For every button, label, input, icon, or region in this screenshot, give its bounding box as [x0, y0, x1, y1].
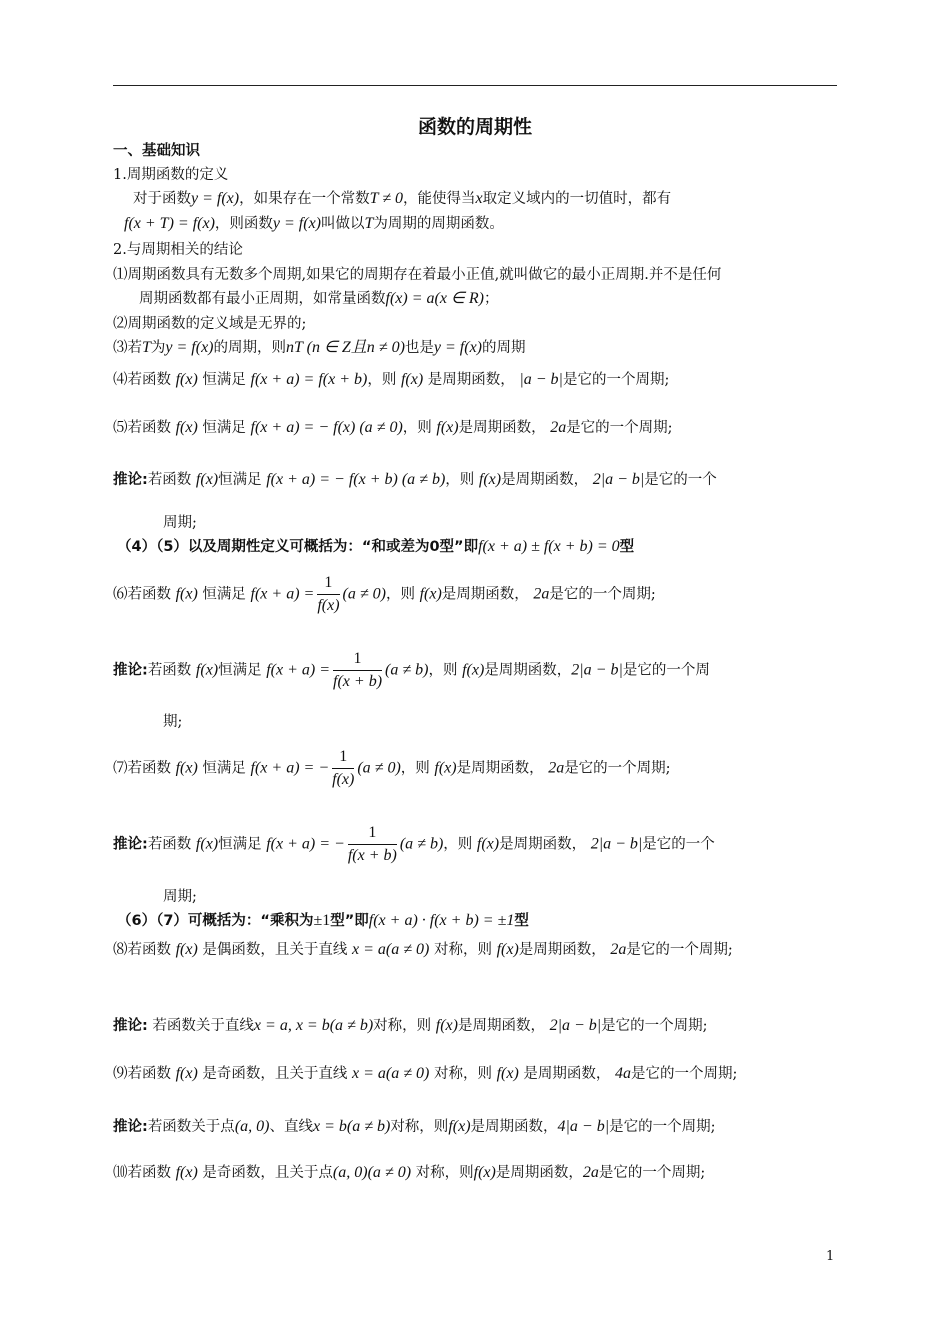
def-line-1: 对于函数y = f(x)，如果存在一个常数T ≠ 0，能使得当x取定义域内的一切值时，都有: [133, 190, 672, 207]
conclusion-7: ⑺若函数 f(x) 恒满足 f(x + a) = − $\frac{1}{f(x)}$ (a ≠ 0)，则 f(x)是周期函数， 2a是它的一个周期;: [113, 746, 671, 791]
corollary-4: 推论: 若函数关于直线x = a, x = b(a ≠ b)对称，则 f(x)是周期函数， 2|a − b|是它的一个周期;: [113, 1017, 708, 1034]
corollary-3-cont: 周期;: [163, 889, 197, 905]
conclusion-5: ⑸若函数 f(x) 恒满足 f(x + a) = − f(x) (a ≠ 0)，则 f(x)是周期函数， 2a是它的一个周期;: [113, 419, 673, 436]
page-number: 1: [826, 1249, 835, 1264]
conclusion-2: ⑵周期函数的定义域是无界的;: [113, 316, 307, 332]
fraction: $\frac{1}{f(x + b)}$: [333, 650, 383, 690]
conclusion-10: ⑽若函数 f(x) 是奇函数，且关于点(a, 0)(a ≠ 0) 对称，则f(x)是周期函数，2a是它的一个周期;: [113, 1164, 706, 1181]
summary-1: （4）（5）以及周期性定义可概括为：“和或差为0型”即f(x + a) ± f(x + b) = 0型: [117, 538, 635, 555]
conclusion-6: ⑹若函数 f(x) 恒满足 f(x + a) = $\frac{1}{f(x)}$ (a ≠ 0)，则 f(x)是周期函数， 2a是它的一个周期;: [113, 572, 656, 617]
fraction: $\frac{1}{f(x + b)}$: [347, 824, 397, 864]
corollary-5: 推论:若函数关于点(a, 0)、直线x = b(a ≠ b)对称，则f(x)是周期函数，4|a − b|是它的一个周期;: [113, 1118, 716, 1135]
conclusion-1-line-1: ⑴周期函数具有无数多个周期,如果它的周期存在着最小正值,就叫做它的最小正周期.并不是任何: [113, 267, 722, 283]
fraction: $\frac{1}{f(x)}$: [332, 748, 355, 788]
page-title: 函数的周期性: [417, 116, 532, 138]
top-rule: [113, 85, 837, 86]
conclusion-3: ⑶若T为y = f(x)的周期，则nT (n ∈ Z且n ≠ 0)也是y = f(x)的周期: [113, 339, 526, 356]
corollary-2: 推论:若函数 f(x)恒满足 f(x + a) = $\frac{1}{f(x + b)}$ (a ≠ b)，则 f(x)是周期函数，2|a − b|是它的一个周: [113, 648, 710, 693]
summary-2: （6）（7）可概括为：“乘积为±1型”即f(x + a) · f(x + b) = ±1型: [117, 912, 529, 929]
conclusion-heading: 2.与周期相关的结论: [113, 242, 243, 258]
def-heading: 1.周期函数的定义: [113, 167, 229, 183]
conclusion-9: ⑼若函数 f(x) 是奇函数，且关于直线 x = a(a ≠ 0) 对称，则 f(x) 是周期函数， 4a是它的一个周期;: [113, 1065, 738, 1082]
corollary-1: 推论:若函数 f(x)恒满足 f(x + a) = − f(x + b) (a ≠ b)，则 f(x)是周期函数， 2|a − b|是它的一个: [113, 471, 717, 488]
corollary-1-cont: 周期;: [163, 515, 197, 531]
conclusion-8: ⑻若函数 f(x) 是偶函数，且关于直线 x = a(a ≠ 0) 对称，则 f(x)是周期函数， 2a是它的一个周期;: [113, 941, 733, 958]
corollary-3: 推论:若函数 f(x)恒满足 f(x + a) = − $\frac{1}{f(x + b)}$ (a ≠ b)，则 f(x)是周期函数， 2|a − b|是它的一个: [113, 822, 715, 867]
conclusion-1-line-2: 周期函数都有最小正周期，如常量函数f(x) = a(x ∈ R)；: [139, 290, 499, 307]
section-heading: 一、基础知识: [113, 143, 200, 159]
corollary-2-cont: 期;: [163, 714, 183, 730]
conclusion-4: ⑷若函数 f(x) 恒满足 f(x + a) = f(x + b)，则 f(x) 是周期函数， |a − b|是它的一个周期;: [113, 371, 670, 388]
fraction: $\frac{1}{f(x)}$: [317, 574, 340, 614]
def-line-2: f(x + T) = f(x)，则函数y = f(x)叫做以T为周期的周期函数。: [124, 215, 504, 232]
